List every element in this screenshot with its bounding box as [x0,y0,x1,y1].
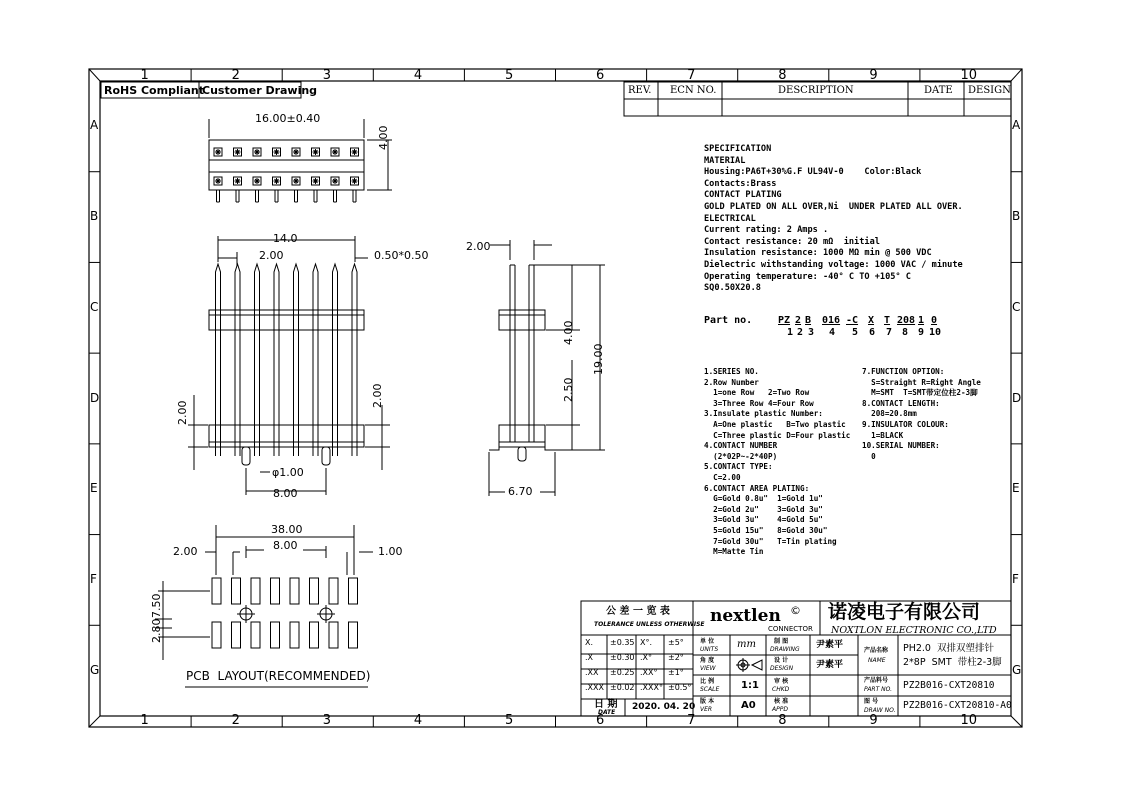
rev-header: REV. [628,85,652,96]
part-index: 5 [852,327,859,338]
pcb-layout-caption: PCB LAYOUT(RECOMMENDED) [186,669,371,683]
pcb-pad [349,578,358,604]
side-upper-dim: 4.00 [562,320,575,345]
tolerance-cell: .XX° [640,668,658,677]
design-value: 尹素平 [816,660,844,670]
top-view [209,119,392,202]
side-pitch-dim: 2.00 [466,240,491,253]
pin-body [216,264,221,448]
partno-value: PZ2B016-CXT20810 [903,680,995,691]
pin-mark [274,149,280,155]
date-value: 2020. 04. 20 [632,702,696,712]
zone-row-left-E: E [90,481,98,496]
spec-line: SQ0.50X20.8 [704,283,761,294]
tolerance-cell: X. [585,638,594,647]
pcb-pad [349,622,358,648]
spec-line: Dielectric withstanding voltage: 1000 VAC / minute [704,259,963,270]
pin-mark [313,149,319,155]
tolerance-cell: ±0.02 [610,683,635,692]
drawno-value: PZ2B016-CXT20810-A0 [903,700,1012,711]
pin-mark [332,149,338,155]
top-height-dim: 4.00 [377,125,390,150]
pin-mark [254,178,260,184]
tolerance-cell: ±0.30 [610,653,635,662]
option-line: C=Three plastic D=Four plastic [704,430,851,440]
zone-col-top-1: 1 [140,68,149,83]
option-line: 3=Three Row 4=Four Row [704,398,814,408]
ecn-header: ECN NO. [670,85,717,96]
design-label: 设 计 [774,657,789,664]
pcb-pad [251,622,260,648]
pcb-pad [232,622,241,648]
part-index: 1 [787,327,794,338]
side-base-dim: 6.70 [508,485,533,498]
zone-row-left-F: F [90,571,97,586]
option-line: 5.CONTACT TYPE: [704,462,773,472]
option-line: 6.CONTACT AREA PLATING: [704,483,810,493]
spec-line: Current rating: 2 Amps . [704,225,829,236]
date-label: 日 期 [594,699,618,710]
zone-row-right-B: B [1012,209,1021,224]
pin-mark [254,149,260,155]
zone-col-bottom-4: 4 [413,713,423,728]
zone-row-left-C: C [90,299,99,314]
design-header: DESIGN [968,85,1011,96]
zone-col-bottom-3: 3 [322,713,332,728]
spec-line: GOLD PLATED ON ALL OVER,Ni UNDER PLATED ALL OVER. [704,201,963,212]
pcb-pad [329,622,338,648]
zone-row-right-F: F [1012,571,1019,586]
side-lower-dim: 2.50 [562,377,575,402]
option-line: 1.SERIES NO. [704,367,759,376]
view-label: 角 度 [700,657,715,664]
pcb-pad [212,578,221,604]
pcb-row-dim: 7.50 [150,593,163,618]
pin-mark [313,178,319,184]
tolerance-cell: ±0.35 [610,638,635,647]
option-line: M=Matte Tin [704,547,764,557]
appd-sub: APPD [772,706,788,713]
pcb-post-dim: 8.00 [273,539,298,552]
drawno-sub: DRAW NO. [864,707,896,714]
option-line: 7=Gold 30u" T=Tin plating [704,536,837,546]
pin-mark [332,178,338,184]
option-line: 1=BLACK [862,430,904,440]
pin-mark [235,178,241,184]
zone-col-bottom-5: 5 [504,713,514,728]
spec-line: MATERIAL [704,155,746,166]
pcb-total-dim: 38.00 [271,523,303,536]
unit-label: 单 位 [700,638,715,645]
logo-sub: CONNECTOR [768,625,813,633]
date-header: DATE [924,85,953,96]
post-dia-dim: φ1.00 [272,466,304,479]
tolerance-cell: ±2° [668,653,684,662]
scale-sub: SCALE [700,686,720,693]
zone-col-top-10: 10 [960,68,977,83]
design-sub: DESIGN [770,665,794,672]
option-line: 4.CONTACT NUMBER [704,441,778,451]
option-line: 10.SERIAL NUMBER: [862,441,940,451]
zone-col-bottom-2: 2 [231,713,240,728]
part-code: T [884,315,891,326]
option-line: 5=Gold 15u" 8=Gold 30u" [704,525,828,535]
options-left [704,367,850,558]
option-line: G=Gold 0.8u" 1=Gold 1u" [704,494,823,504]
pin-body [352,264,357,448]
product-line-1: PH2.0 双排双塑排针 [903,643,995,654]
part-code: 2 [795,315,802,326]
pcb-pad [290,578,299,604]
pcb-pad [232,578,241,604]
view-sub: VIEW [700,665,716,672]
tolerance-title: 公 差 一 览 表 [606,606,670,617]
pin-mark [293,178,299,184]
zone-row-right-C: C [1012,299,1021,314]
part-code: -C [846,315,859,326]
part-index: 9 [918,327,925,338]
spec-line: Insulation resistance: 1000 MΩ min @ 500 VDC [704,248,932,259]
zone-col-top-9: 9 [869,68,878,83]
drawing-label: 制 图 [774,638,789,645]
pin-size-dim: 0.50*0.50 [374,249,429,262]
zone-col-top-4: 4 [413,68,423,83]
front-width-dim: 14.0 [273,232,298,245]
product-label: 产品名称 [864,647,889,654]
zone-col-bottom-10: 10 [960,713,977,728]
spec-line: Housing:PA6T+30%G.F UL94V-0 Color:Black [704,167,922,178]
part-code: 0 [931,315,938,326]
description-header: DESCRIPTION [778,85,854,96]
product-line-2: 2*8P SMT 带柱2-3脚 [903,657,1002,668]
part-index: 10 [929,327,942,338]
side-total-dim: 19.00 [592,343,605,375]
zone-row-right-D: D [1012,390,1022,405]
ver-label: 版 本 [700,698,715,705]
zone-col-bottom-8: 8 [778,713,787,728]
drawing-value: 尹素平 [816,640,844,650]
tolerance-cell: ±5° [668,638,684,647]
pin-mark [215,149,221,155]
part-index: 2 [797,327,804,338]
company-name-en: NOXTLON ELECTRONIC CO.,LTD [831,625,997,636]
tolerance-cell: .XXX° [640,683,663,692]
tolerance-cell: .XXX [585,683,604,692]
spec-line: ELECTRICAL [704,213,756,224]
part-index: 4 [829,327,836,338]
spec-line: SPECIFICATION [704,144,772,154]
pcb-pad [271,578,280,604]
pin-body [294,264,299,448]
part-code: X [868,315,875,326]
zone-col-top-8: 8 [778,68,787,83]
view-symbol-icon [736,658,762,672]
side-view [489,240,605,496]
ver-sub: VER [700,706,713,713]
zone-row-right-G: G [1012,662,1022,677]
ver-value: A0 [741,700,756,711]
part-code: B [805,315,812,326]
check-label: 审 核 [774,678,789,685]
part-index: 8 [902,327,909,338]
option-line: (2*02P~-2*40P) [704,451,778,461]
part-code: PZ [778,315,791,326]
zone-row-right-E: E [1012,481,1020,496]
pcb-pad [271,622,280,648]
zone-row-left-B: B [90,209,99,224]
specification-block [704,144,963,295]
pin-mark [352,149,358,155]
zone-row-left-D: D [90,390,100,405]
option-line: 208=20.8mm [862,409,917,419]
spec-line: Contact resistance: 20 mΩ initial [704,236,880,247]
date-sub: DATE [598,709,616,716]
zone-col-top-5: 5 [504,68,514,83]
front-right-height-dim: 2.00 [371,383,384,408]
pin-body [313,264,318,448]
tolerance-cell: X°. [640,638,653,647]
pcb-pad [329,578,338,604]
spec-line: Contacts:Brass [704,178,777,189]
part-index: 3 [808,327,815,338]
pcb-pitch-dim: 2.00 [173,545,198,558]
logo-mark: © [790,604,801,617]
pcb-pad [212,622,221,648]
tolerance-cell: .X [585,653,594,662]
zone-col-top-7: 7 [687,68,696,83]
part-index: 6 [869,327,876,338]
product-sub: NAME [868,657,886,664]
customer-drawing-badge: Customer Drawing [202,84,318,97]
options-right [862,367,981,462]
pcb-pad [251,578,260,604]
option-line: 8.CONTACT LENGTH: [862,398,940,408]
pcb-gap-dim: 2.80 [150,618,163,643]
zone-col-top-3: 3 [322,68,332,83]
zone-row-left-G: G [90,662,100,677]
pcb-pad [290,622,299,648]
partno-label: 产品料号 [864,677,889,684]
tolerance-cell: ±0.5° [668,683,692,692]
zone-col-bottom-1: 1 [140,713,149,728]
option-line: A=One plastic B=Two plastic [704,419,846,429]
spec-line: CONTACT PLATING [704,190,782,201]
front-left-height-dim: 2.00 [176,400,189,425]
option-line: 1=one Row 2=Two Row [704,388,810,398]
spec-line: Operating temperature: -40° C TO +105° C [704,271,911,282]
unit-value: mm [737,639,756,650]
pin-mark [352,178,358,184]
pin-mark [215,178,221,184]
scale-value: 1:1 [741,680,759,691]
part-code: 016 [822,315,841,326]
zone-col-top-6: 6 [596,68,605,83]
pin-mark [293,149,299,155]
rohs-badge: RoHS Compliant [104,84,205,97]
front-pitch-dim: 2.00 [259,249,284,262]
pin-mark [235,149,241,155]
zone-col-top-2: 2 [231,68,240,83]
pin-mark [274,178,280,184]
pcb-pad-dim: 1.00 [378,545,403,558]
part-code: 208 [897,315,916,326]
pcb-pad [310,622,319,648]
zone-row-left-A: A [90,118,99,133]
option-line: 9.INSULATOR COLOUR: [862,419,949,429]
partno-sub: PART NO. [864,686,893,693]
top-width-dim: 16.00±0.40 [255,112,321,125]
drawing-sub: DRAWING [770,646,800,653]
zone-col-bottom-6: 6 [596,713,605,728]
option-line: M=SMT T=SMT带定位柱2-3脚 [862,388,978,398]
drawno-label: 图 号 [864,698,879,705]
part-index: 7 [886,327,893,338]
pin-body [274,264,279,448]
company-logo: nextlen [710,606,781,626]
option-line: 7.FUNCTION OPTION: [862,367,945,376]
appd-label: 核 准 [774,698,789,705]
option-line: 3=Gold 3u" 4=Gold 5u" [704,515,823,525]
zone-row-right-A: A [1012,118,1021,133]
tolerance-subtitle: TOLERANCE UNLESS OTHERWISE [594,621,705,628]
pin-body [235,264,240,448]
option-line: 3.Insulate plastic Number: [704,409,823,419]
tolerance-cell: ±1° [668,668,684,677]
pcb-pad [310,578,319,604]
tolerance-cell: .X° [640,653,653,662]
company-name-cn: 诺凌电子有限公司 [828,601,981,623]
unit-sub: UNITS [700,646,719,653]
scale-label: 比 例 [700,678,715,685]
option-line: S=Straight R=Right Angle [862,377,981,387]
zone-col-bottom-7: 7 [687,713,696,728]
pin-body [333,264,338,448]
zone-col-bottom-9: 9 [869,713,878,728]
pin-body [255,264,260,448]
option-line: C=2.00 [704,472,741,482]
tolerance-cell: ±0.25 [610,668,635,677]
tolerance-cell: .XX [585,668,599,677]
check-sub: CHKD [772,686,790,693]
option-line: 2.Row Number [704,377,759,387]
part-no-label: Part no. [704,315,753,326]
part-code: 1 [918,315,925,326]
post-spacing-dim: 8.00 [273,487,298,500]
option-line: 0 [862,451,876,461]
front-view [188,236,390,495]
option-line: 2=Gold 2u" 3=Gold 3u" [704,504,823,514]
